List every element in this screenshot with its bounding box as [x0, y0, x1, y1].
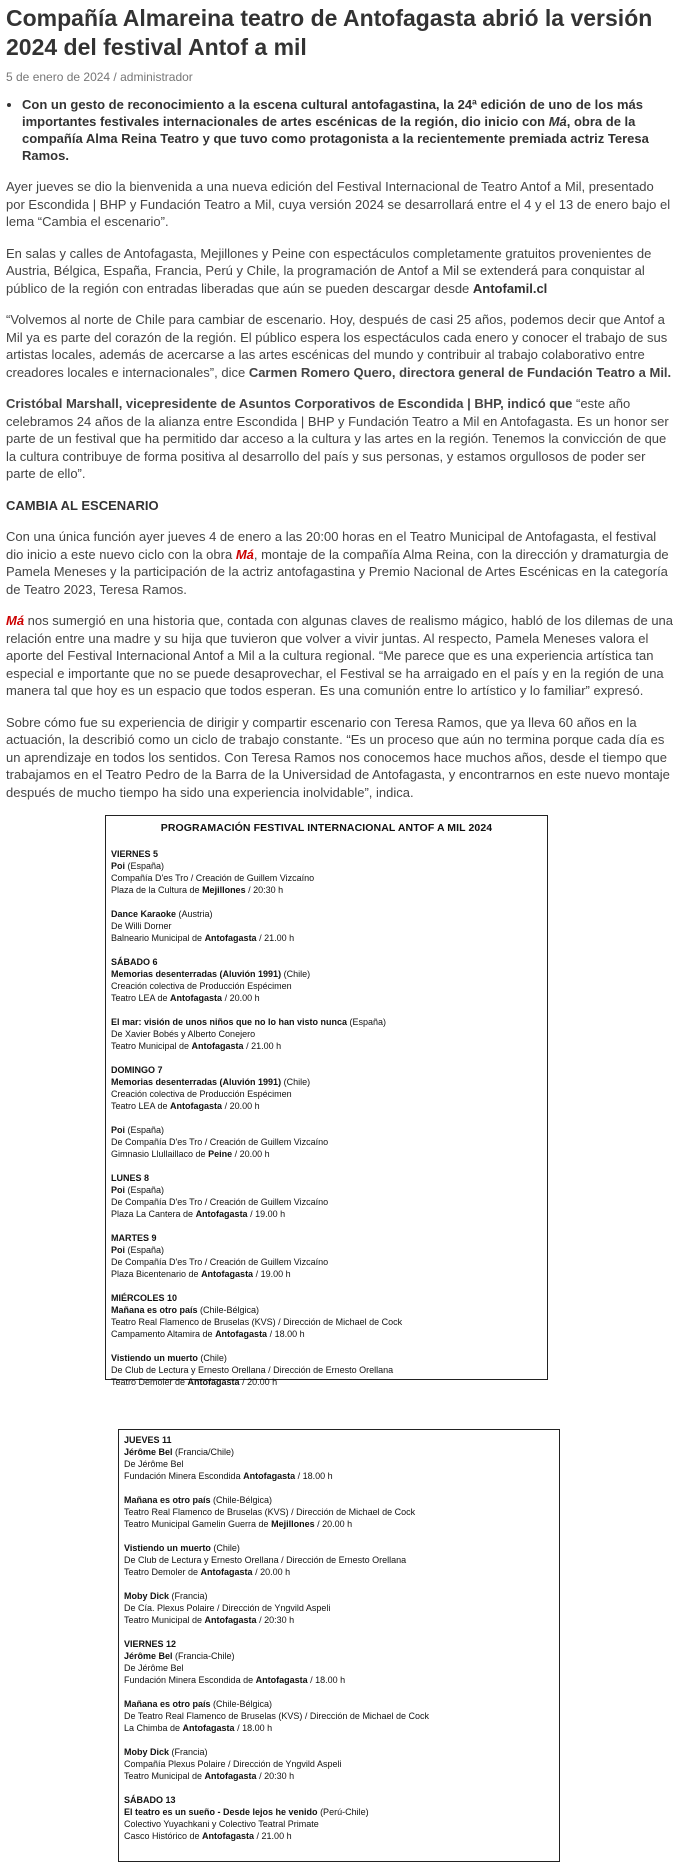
venue-city: Antofagasta: [201, 1269, 254, 1279]
show-time: / 19.00 h: [253, 1269, 291, 1279]
show-credits: De Compañía D'es Tro / Creación de Guillem Vizcaíno: [111, 1137, 329, 1147]
paragraph-1: Ayer jueves se dio la bienvenida a una nueva edición del Festival Internacional de Teatro Antof a Mil, presentado por Escondida | BHP y Fundación Teatro a Mil, cuya versión 2024 se desarrollará entre el 4 y el 13 de enero bajo el lema “Cambia el escenario”.: [6, 179, 671, 229]
show-credits: De Jérôme Bel: [124, 1459, 184, 1469]
venue-place: Teatro Municipal de: [124, 1615, 205, 1625]
show-time: / 20:30 h: [256, 1771, 295, 1781]
venue-city: Antofagasta: [182, 1723, 235, 1733]
program-entry: [111, 1172, 542, 1220]
venue-city: Antofagasta: [202, 1831, 255, 1841]
lead-text-b: , obra de la compañía Alma Reina Teatro y que tuvo como protagonista a la recientemente premiada actriz Teresa Ramos.: [22, 114, 649, 163]
program-entry: [111, 908, 542, 944]
venue-place: Teatro LEA de: [111, 1101, 171, 1111]
paragraph-3: [6, 311, 674, 381]
show-country: (España): [125, 861, 165, 871]
venue-place: Teatro Demoler de: [124, 1567, 201, 1577]
show-line: [111, 1124, 542, 1136]
show-title: Poi: [111, 1245, 126, 1255]
program-entry: [124, 1638, 554, 1686]
show-country: (Francia): [169, 1747, 208, 1757]
meta-separator: /: [110, 70, 121, 84]
venue-place: Casco Histórico de: [124, 1831, 203, 1841]
show-venue: [111, 1040, 542, 1052]
show-venue: [124, 1722, 554, 1734]
program-list-1: [111, 848, 542, 1388]
venue-place: Plaza de la Cultura de: [111, 885, 203, 895]
show-line: [111, 1076, 542, 1088]
venue-city: Antofagasta: [255, 1675, 308, 1685]
show-title: Mañana es otro país: [124, 1495, 211, 1505]
program-entry: [111, 848, 542, 896]
show-line: [111, 860, 542, 872]
show-credits: De Club de Lectura y Ernesto Orellana / Dirección de Ernesto Orellana: [124, 1555, 407, 1565]
post-date: 5 de enero de 2024: [6, 70, 111, 84]
show-country: (España): [347, 1017, 387, 1027]
show-line: [124, 1542, 554, 1554]
show-title: Moby Dick: [124, 1747, 170, 1757]
show-country: (Chile): [197, 1353, 227, 1363]
venue-place: Fundación Minera Escondida de: [124, 1675, 256, 1685]
program-day: JUEVES 11: [124, 1435, 172, 1445]
show-venue: [111, 1376, 542, 1388]
program-entry: [124, 1434, 554, 1482]
show-time: / 19.00 h: [247, 1209, 286, 1219]
venue-city: Antofagasta: [204, 1615, 257, 1625]
show-credits: De Willi Dorner: [111, 921, 172, 931]
venue-place: Campamento Altamira de: [111, 1329, 216, 1339]
program-entry: [111, 956, 542, 1004]
show-country: (Chile): [281, 969, 311, 979]
show-time: / 21.00 h: [254, 1831, 292, 1841]
show-credits: Colectivo Yuyachkani y Colectivo Teatral Primate: [124, 1819, 319, 1829]
venue-city: Antofagasta: [191, 1041, 244, 1051]
show-title: Vistiendo un muerto: [111, 1353, 198, 1363]
venue-city: Antofagasta: [204, 933, 257, 943]
show-credits: De Xavier Bobés y Alberto Conejero: [111, 1029, 256, 1039]
show-line: [111, 1184, 542, 1196]
show-line: [124, 1806, 554, 1818]
show-title: Dance Karaoke: [111, 909, 177, 919]
program-entry: [111, 1016, 542, 1052]
paragraph-2-text: En salas y calles de Antofagasta, Mejillones y Peine con espectáculos completamente gratuitos provenientes de Austria, Bélgica, España, Francia, Perú y Chile, la programación de Antof a Mil se extenderá para conquistar al público de la región con entradas liberadas que aún se pueden descargar desde: [6, 245, 652, 296]
venue-city: Peine: [208, 1149, 233, 1159]
show-venue: [111, 932, 542, 944]
show-title: El mar: visión de unos niños que no lo han visto nunca: [111, 1017, 348, 1027]
show-title: Jérôme Bel: [124, 1447, 173, 1457]
show-time: / 20:30 h: [245, 885, 284, 895]
show-time: / 20.00 h: [314, 1519, 353, 1529]
venue-city: Antofagasta: [243, 1471, 296, 1481]
show-line: [111, 908, 542, 920]
show-title: Poi: [111, 861, 126, 871]
paragraph-3-bold: Carmen Romero Quero, directora general de Fundación Teatro a Mil.: [248, 364, 672, 380]
show-time: / 20.00 h: [222, 1101, 260, 1111]
show-time: / 18.00 h: [295, 1471, 333, 1481]
show-country: (Chile): [281, 1077, 311, 1087]
program-entry: [124, 1746, 554, 1782]
show-credits: De Compañía D'es Tro / Creación de Guillem Vizcaíno: [111, 1257, 329, 1267]
show-time: / 21.00 h: [256, 933, 295, 943]
show-time: / 20.00 h: [239, 1377, 278, 1387]
show-time: / 18.00 h: [234, 1723, 273, 1733]
post-meta: [6, 70, 674, 84]
venue-place: La Chimba de: [124, 1723, 183, 1733]
article: [0, 4, 680, 801]
show-country: (Perú-Chile): [317, 1807, 369, 1817]
venue-place: Teatro Municipal de: [124, 1771, 205, 1781]
show-country: (España): [125, 1245, 165, 1255]
show-title: Poi: [111, 1125, 126, 1135]
venue-city: Mejillones: [271, 1519, 315, 1529]
show-line: [111, 1304, 542, 1316]
play-title-ma: Má: [235, 546, 254, 562]
venue-city: Antofagasta: [204, 1771, 257, 1781]
venue-city: Antofagasta: [187, 1377, 240, 1387]
paragraph-3-text: “Volvemos al norte de Chile para cambiar de escenario. Hoy, después de casi 25 años, podemos decir que Antof a Mil ya es parte del corazón de la región. El público espera los espectáculos cada enero y conocer el trabajo de sus artistas locales, además de acercarse a las artes escénicas del mundo y contribuir al trabajo colaborativo entre creadores locales e internacionales”, dice: [6, 312, 668, 380]
venue-place: Plaza La Cantera de: [111, 1209, 196, 1219]
show-country: (Chile-Bélgica): [210, 1495, 273, 1505]
program-day: VIERNES 12: [124, 1639, 177, 1649]
show-venue: [111, 992, 542, 1004]
show-title: Memorias desenterradas (Aluvión 1991): [111, 1077, 282, 1087]
show-venue: [111, 884, 542, 896]
show-credits: De Teatro Real Flamenco de Bruselas (KVS) / Dirección de Michael de Cock: [124, 1711, 429, 1721]
article-title: Compañía Almareina teatro de Antofagasta abrió la versión 2024 del festival Antof a mil: [6, 5, 653, 60]
program-entry: [111, 1064, 542, 1112]
program-day: SÁBADO 6: [111, 957, 158, 967]
show-credits: Teatro Real Flamenco de Bruselas (KVS) / Dirección de Michael de Cock: [124, 1507, 416, 1517]
show-credits: De Compañía D'es Tro / Creación de Guillem Vizcaíno: [111, 1197, 329, 1207]
paragraph-5-b: , montaje de la compañía Alma Reina, con la dirección y dramaturgia de Pamela Meneses y la participación de la actriz antofagastina y Premio Nacional de Artes Escénicas en la categoría de Teatro 2023, Teresa Ramos.: [6, 546, 669, 597]
show-line: [111, 1016, 542, 1028]
show-credits: De Club de Lectura y Ernesto Orellana / Dirección de Ernesto Orellana: [111, 1365, 394, 1375]
venue-place: Teatro LEA de: [111, 993, 171, 1003]
show-credits: De Cía. Plexus Polaire / Dirección de Yngvild Aspeli: [124, 1603, 331, 1613]
program-day: SÁBADO 13: [124, 1795, 176, 1805]
venue-city: Antofagasta: [200, 1567, 253, 1577]
show-venue: [124, 1830, 554, 1842]
paragraph-4-text: “este año celebramos 24 años de la alianza entre Escondida | BHP y Fundación Teatro a Mil en Antofagasta. Es un honor ser parte de un festival que ha permitido dar acceso a la cultura y las artes en la región. Tenemos la convicción de que la cultura contribuye de forma positiva al desarrollo del país y sus personas, y estamos orgullosos de poder ser parte de ello”.: [6, 396, 669, 481]
show-country: (Francia/Chile): [172, 1447, 235, 1457]
show-line: [111, 968, 542, 980]
show-credits: Teatro Real Flamenco de Bruselas (KVS) / Dirección de Michael de Cock: [111, 1317, 403, 1327]
venue-city: Antofagasta: [215, 1329, 268, 1339]
show-time: / 18.00 h: [267, 1329, 305, 1339]
show-time: / 20.00 h: [252, 1567, 291, 1577]
show-venue: [111, 1328, 542, 1340]
program-day: VIERNES 5: [111, 849, 159, 859]
show-venue: [111, 1100, 542, 1112]
show-title: El teatro es un sueño - Desde lejos he venido: [124, 1807, 318, 1817]
program-day: DOMINGO 7: [111, 1065, 163, 1075]
paragraph-2: [6, 245, 674, 298]
program-entry: [124, 1590, 554, 1626]
program-entry: [124, 1542, 554, 1578]
show-venue: [111, 1268, 542, 1280]
show-line: [111, 1244, 542, 1256]
show-country: (Francia-Chile): [172, 1651, 235, 1661]
program-title: PROGRAMACIÓN FESTIVAL INTERNACIONAL ANTOF A MIL 2024: [160, 822, 493, 834]
show-credits: De Jérôme Bel: [124, 1663, 184, 1673]
show-line: [124, 1650, 554, 1662]
paragraph-6-text: nos sumergió en una historia que, contada con algunas claves de realismo mágico, habló de los dilemas de una relación entre una madre y su hija que tuvieron que volver a vivir juntas. Al respecto, Pamela Meneses valora el aporte del Festival Internacional Antof a Mil a la cultura regional. “Me parece que es una experiencia artística tan especial e importante que no se puede desaprovechar, el Festival se ha arraigado en el país y en la región de una manera tal que hoy es un espacio que todos esperan. Es una comunión entre lo artístico y lo familiar” expresó.: [6, 613, 674, 698]
venue-city: Antofagasta: [170, 993, 223, 1003]
program-box-1: [105, 815, 548, 1387]
venue-city: Antofagasta: [170, 1101, 223, 1111]
program-entry: [111, 1352, 542, 1388]
show-venue: [124, 1674, 554, 1686]
paragraph-5: [6, 528, 674, 598]
show-country: (España): [125, 1125, 165, 1135]
program-entry: [124, 1698, 554, 1734]
show-line: [124, 1746, 554, 1758]
show-time: / 20:30 h: [256, 1615, 295, 1625]
show-time: / 20.00 h: [232, 1149, 270, 1159]
show-country: (Chile-Bélgica): [197, 1305, 260, 1315]
show-venue: [111, 1148, 542, 1160]
show-line: [124, 1590, 554, 1602]
show-venue: [124, 1470, 554, 1482]
lead-play-title: Má: [548, 114, 567, 129]
venue-place: Plaza Bicentenario de: [111, 1269, 202, 1279]
show-credits: Creación colectiva de Producción Espécimen: [111, 1089, 292, 1099]
show-time: / 20.00 h: [222, 993, 260, 1003]
program-day: MIÉRCOLES 10: [111, 1293, 178, 1303]
show-line: [111, 1352, 542, 1364]
lead-item: [22, 96, 674, 164]
program-day: MARTES 9: [111, 1233, 157, 1243]
show-country: (Francia): [169, 1591, 208, 1601]
program-list-2: [124, 1434, 554, 1842]
program-entry: [124, 1494, 554, 1530]
venue-place: Fundación Minera Escondida: [124, 1471, 244, 1481]
program-entry: [111, 1292, 542, 1340]
show-time: / 18.00 h: [307, 1675, 346, 1685]
program-day: LUNES 8: [111, 1173, 150, 1183]
show-title: Poi: [111, 1185, 126, 1195]
show-country: (Chile): [210, 1543, 240, 1553]
show-credits: Creación colectiva de Producción Espécimen: [111, 981, 292, 991]
program-box-2: [118, 1429, 560, 1862]
show-venue: [124, 1614, 554, 1626]
venue-place: Teatro Demoler de: [111, 1377, 188, 1387]
show-credits: Compañía Plexus Polaire / Dirección de Yngvild Aspeli: [124, 1759, 342, 1769]
program-entry: [124, 1794, 554, 1842]
show-title: Mañana es otro país: [124, 1699, 211, 1709]
show-country: (Chile-Bélgica): [210, 1699, 273, 1709]
show-title: Memorias desenterradas (Aluvión 1991): [111, 969, 282, 979]
show-credits: Compañía D'es Tro / Creación de Guillem Vizcaíno: [111, 873, 315, 883]
show-line: [124, 1698, 554, 1710]
lead-list: [6, 96, 674, 164]
venue-city: Antofagasta: [195, 1209, 248, 1219]
antofamil-link[interactable]: Antofamil.cl: [472, 280, 548, 296]
venue-place: Teatro Municipal de: [111, 1041, 192, 1051]
show-title: Moby Dick: [124, 1591, 170, 1601]
show-time: / 21.00 h: [243, 1041, 282, 1051]
show-venue: [124, 1770, 554, 1782]
venue-place: Teatro Municipal Gamelin Guerra de: [124, 1519, 272, 1529]
paragraph-5-a: Con una única función ayer jueves 4 de enero a las 20:00 horas en el Teatro Municipal de Antofagasta, el festival dio inicio a este nuevo ciclo con la obra: [6, 529, 657, 562]
show-line: [124, 1494, 554, 1506]
subheading: CAMBIA AL ESCENARIO: [6, 497, 159, 513]
show-venue: [124, 1518, 554, 1530]
show-country: (España): [125, 1185, 165, 1195]
play-title-ma-2: Má: [6, 613, 25, 628]
program-entry: [111, 1124, 542, 1160]
paragraph-4: [6, 395, 674, 483]
show-title: Vistiendo un muerto: [124, 1543, 211, 1553]
venue-place: Balneario Municipal de: [111, 933, 205, 943]
show-country: (Austria): [176, 909, 213, 919]
show-line: [124, 1446, 554, 1458]
paragraph-4-bold: Cristóbal Marshall, vicepresidente de Asuntos Corporativos de Escondida | BHP, indicó que: [6, 396, 576, 411]
program-entry: [111, 1232, 542, 1280]
paragraph-6: [6, 612, 674, 700]
show-venue: [124, 1566, 554, 1578]
paragraph-7: Sobre cómo fue su experiencia de dirigir y compartir escenario con Teresa Ramos, que ya lleva 60 años en la actuación, la describió como un ciclo de trabajo constante. “Es un proceso que aún no termina porque cada día es un aprendizaje en todos los sentidos. Con Teresa Ramos nos conocemos hace muchos años, desde el tiempo que trabajamos en el Teatro Pedro de la Barra de la Universidad de Antofagasta, y encontrarnos en este nuevo montaje después de mucho tiempo ha sido una experiencia inolvidable”, indica.: [6, 714, 670, 800]
venue-place: Gimnasio Llullaillaco de: [111, 1149, 209, 1159]
venue-city: Mejillones: [202, 885, 246, 895]
author-link[interactable]: administrador: [120, 70, 193, 84]
lead-text-a: Con un gesto de reconocimiento a la escena cultural antofagastina, la 24ª edición de uno de los más importantes festivales internacionales de artes escénicas de la región, dio inicio con: [22, 97, 644, 129]
show-title: Mañana es otro país: [111, 1305, 198, 1315]
show-title: Jérôme Bel: [124, 1651, 173, 1661]
show-venue: [111, 1208, 542, 1220]
